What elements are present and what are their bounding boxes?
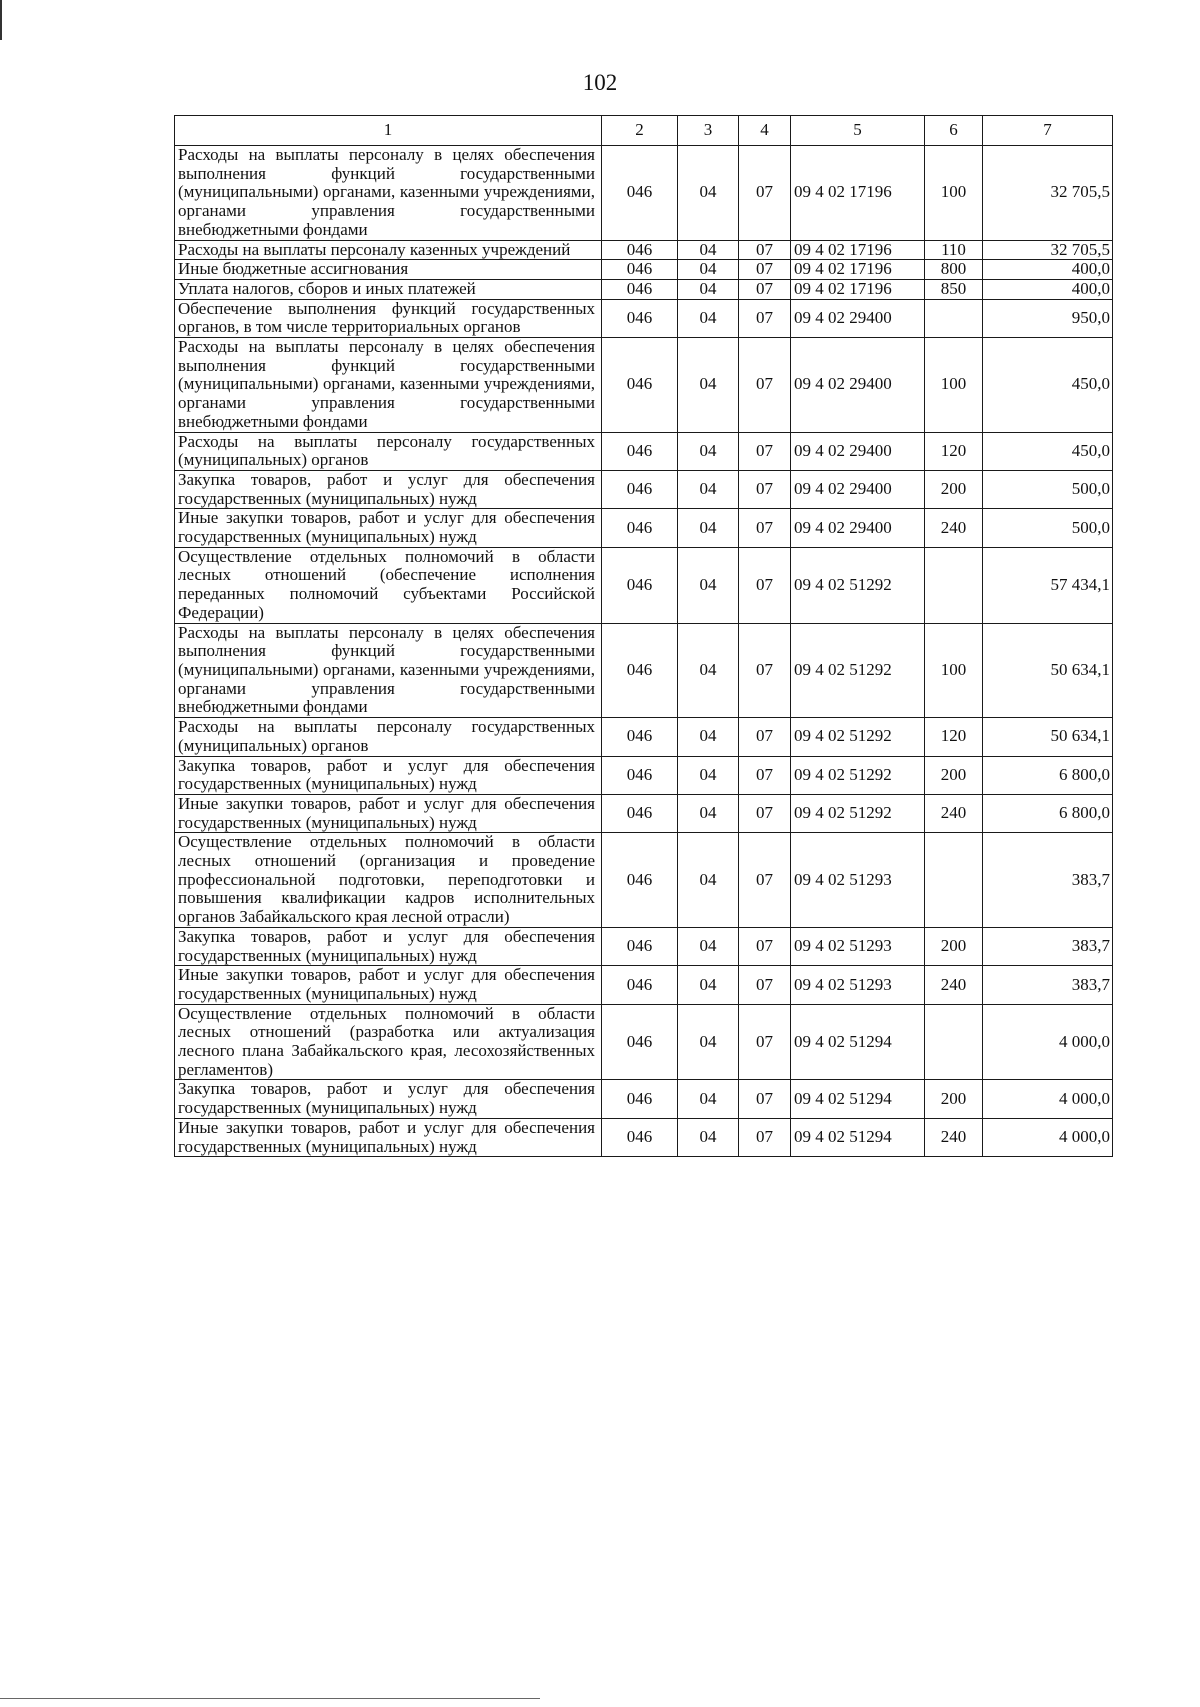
cell-amount: 400,0	[983, 260, 1113, 280]
cell-expense-type-code	[925, 299, 983, 337]
cell-section-code: 04	[678, 756, 739, 794]
table-row	[175, 509, 1113, 547]
cell-ministry-code: 046	[602, 260, 678, 280]
table-header-row	[175, 116, 1113, 146]
cell-target-code: 09 4 02 51292	[791, 756, 925, 794]
cell-name: Иные бюджетные ассигнования	[175, 260, 602, 280]
cell-ministry-code: 046	[602, 547, 678, 623]
cell-section-code: 04	[678, 146, 739, 241]
cell-ministry-code: 046	[602, 240, 678, 260]
cell-name: Расходы на выплаты персоналу в целях обеспечения выполнения функций государственными (муниципальными) органами, казенными учреждениями, органами управления государственными внебюджетными фондами	[175, 146, 602, 241]
cell-target-code: 09 4 02 29400	[791, 509, 925, 547]
table-row	[175, 547, 1113, 623]
cell-name: Обеспечение выполнения функций государственных органов, в том числе территориальных органов	[175, 299, 602, 337]
table-row	[175, 1118, 1113, 1156]
table-row	[175, 279, 1113, 299]
cell-subsection-code: 07	[739, 966, 791, 1004]
cell-ministry-code: 046	[602, 432, 678, 470]
cell-name: Закупка товаров, работ и услуг для обеспечения государственных (муниципальных) нужд	[175, 756, 602, 794]
cell-amount: 32 705,5	[983, 240, 1113, 260]
cell-target-code: 09 4 02 29400	[791, 470, 925, 508]
cell-ministry-code: 046	[602, 146, 678, 241]
cell-ministry-code: 046	[602, 718, 678, 756]
cell-target-code: 09 4 02 51292	[791, 794, 925, 832]
cell-subsection-code: 07	[739, 279, 791, 299]
cell-ministry-code: 046	[602, 833, 678, 928]
cell-expense-type-code: 100	[925, 146, 983, 241]
cell-target-code: 09 4 02 51293	[791, 966, 925, 1004]
cell-name: Иные закупки товаров, работ и услуг для обеспечения государственных (муниципальных) нужд	[175, 509, 602, 547]
cell-subsection-code: 07	[739, 432, 791, 470]
cell-section-code: 04	[678, 470, 739, 508]
table-row	[175, 470, 1113, 508]
cell-name: Закупка товаров, работ и услуг для обеспечения государственных (муниципальных) нужд	[175, 927, 602, 965]
table-row	[175, 623, 1113, 718]
header-col-3: 3	[678, 116, 739, 146]
cell-expense-type-code: 120	[925, 718, 983, 756]
header-col-2: 2	[602, 116, 678, 146]
table-row	[175, 260, 1113, 280]
cell-amount: 4 000,0	[983, 1118, 1113, 1156]
cell-amount: 383,7	[983, 833, 1113, 928]
table-row	[175, 240, 1113, 260]
cell-target-code: 09 4 02 17196	[791, 260, 925, 280]
cell-ministry-code: 046	[602, 509, 678, 547]
cell-ministry-code: 046	[602, 1004, 678, 1080]
cell-target-code: 09 4 02 51292	[791, 623, 925, 718]
cell-ministry-code: 046	[602, 279, 678, 299]
cell-expense-type-code	[925, 1004, 983, 1080]
table-row	[175, 1080, 1113, 1118]
cell-amount: 50 634,1	[983, 718, 1113, 756]
cell-target-code: 09 4 02 29400	[791, 299, 925, 337]
cell-expense-type-code	[925, 833, 983, 928]
cell-ministry-code: 046	[602, 299, 678, 337]
table-row	[175, 146, 1113, 241]
cell-section-code: 04	[678, 260, 739, 280]
cell-subsection-code: 07	[739, 338, 791, 433]
cell-expense-type-code: 240	[925, 794, 983, 832]
cell-section-code: 04	[678, 1004, 739, 1080]
cell-subsection-code: 07	[739, 146, 791, 241]
table-row	[175, 338, 1113, 433]
cell-amount: 6 800,0	[983, 794, 1113, 832]
cell-ministry-code: 046	[602, 623, 678, 718]
cell-name: Расходы на выплаты персоналу в целях обеспечения выполнения функций государственными (муниципальными) органами, казенными учреждениями, органами управления государственными внебюджетными фондами	[175, 338, 602, 433]
cell-subsection-code: 07	[739, 1004, 791, 1080]
header-col-5: 5	[791, 116, 925, 146]
table-row	[175, 927, 1113, 965]
cell-amount: 383,7	[983, 927, 1113, 965]
cell-name: Закупка товаров, работ и услуг для обеспечения государственных (муниципальных) нужд	[175, 1080, 602, 1118]
cell-amount: 400,0	[983, 279, 1113, 299]
cell-section-code: 04	[678, 623, 739, 718]
cell-expense-type-code: 120	[925, 432, 983, 470]
scan-edge-mark-left	[0, 0, 2, 40]
cell-ministry-code: 046	[602, 1118, 678, 1156]
cell-expense-type-code: 240	[925, 966, 983, 1004]
cell-section-code: 04	[678, 833, 739, 928]
cell-expense-type-code: 850	[925, 279, 983, 299]
cell-ministry-code: 046	[602, 338, 678, 433]
cell-subsection-code: 07	[739, 1080, 791, 1118]
cell-subsection-code: 07	[739, 718, 791, 756]
cell-name: Расходы на выплаты персоналу государственных (муниципальных) органов	[175, 718, 602, 756]
cell-target-code: 09 4 02 17196	[791, 279, 925, 299]
cell-name: Расходы на выплаты персоналу в целях обеспечения выполнения функций государственными (муниципальными) органами, казенными учреждениями, органами управления государственными внебюджетными фондами	[175, 623, 602, 718]
cell-section-code: 04	[678, 509, 739, 547]
cell-subsection-code: 07	[739, 794, 791, 832]
cell-section-code: 04	[678, 338, 739, 433]
cell-name: Иные закупки товаров, работ и услуг для обеспечения государственных (муниципальных) нужд	[175, 794, 602, 832]
cell-section-code: 04	[678, 1118, 739, 1156]
cell-target-code: 09 4 02 51292	[791, 718, 925, 756]
cell-amount: 50 634,1	[983, 623, 1113, 718]
cell-section-code: 04	[678, 547, 739, 623]
cell-amount: 383,7	[983, 966, 1113, 1004]
cell-ministry-code: 046	[602, 756, 678, 794]
cell-section-code: 04	[678, 432, 739, 470]
budget-table	[174, 115, 1113, 1157]
cell-section-code: 04	[678, 299, 739, 337]
cell-expense-type-code: 240	[925, 1118, 983, 1156]
cell-target-code: 09 4 02 17196	[791, 146, 925, 241]
cell-target-code: 09 4 02 17196	[791, 240, 925, 260]
cell-expense-type-code: 200	[925, 470, 983, 508]
cell-expense-type-code: 800	[925, 260, 983, 280]
cell-section-code: 04	[678, 794, 739, 832]
cell-amount: 4 000,0	[983, 1080, 1113, 1118]
table-row	[175, 432, 1113, 470]
cell-expense-type-code: 110	[925, 240, 983, 260]
cell-ministry-code: 046	[602, 966, 678, 1004]
cell-target-code: 09 4 02 51294	[791, 1080, 925, 1118]
table-body	[175, 146, 1113, 1157]
cell-name: Расходы на выплаты персоналу казенных учреждений	[175, 240, 602, 260]
cell-name: Расходы на выплаты персоналу государственных (муниципальных) органов	[175, 432, 602, 470]
header-col-4: 4	[739, 116, 791, 146]
cell-target-code: 09 4 02 29400	[791, 432, 925, 470]
table-row	[175, 794, 1113, 832]
cell-subsection-code: 07	[739, 260, 791, 280]
cell-target-code: 09 4 02 51293	[791, 833, 925, 928]
cell-amount: 4 000,0	[983, 1004, 1113, 1080]
cell-expense-type-code: 240	[925, 509, 983, 547]
cell-amount: 450,0	[983, 338, 1113, 433]
cell-amount: 500,0	[983, 470, 1113, 508]
header-col-6: 6	[925, 116, 983, 146]
scan-edge-mark-bottom	[0, 1698, 540, 1699]
cell-name: Осуществление отдельных полномочий в области лесных отношений (организация и проведение профессиональной подготовки, переподготовки и повышения квалификации кадров исполнительных органов Забайкальского края лесной отрасли)	[175, 833, 602, 928]
cell-subsection-code: 07	[739, 547, 791, 623]
cell-subsection-code: 07	[739, 833, 791, 928]
table-row	[175, 299, 1113, 337]
cell-expense-type-code: 200	[925, 756, 983, 794]
page-number: 102	[582, 70, 618, 95]
cell-subsection-code: 07	[739, 470, 791, 508]
cell-target-code: 09 4 02 51294	[791, 1004, 925, 1080]
cell-subsection-code: 07	[739, 240, 791, 260]
cell-expense-type-code: 100	[925, 338, 983, 433]
cell-section-code: 04	[678, 966, 739, 1004]
header-col-1: 1	[175, 116, 602, 146]
cell-target-code: 09 4 02 51292	[791, 547, 925, 623]
cell-name: Иные закупки товаров, работ и услуг для обеспечения государственных (муниципальных) нужд	[175, 966, 602, 1004]
cell-ministry-code: 046	[602, 470, 678, 508]
cell-expense-type-code: 200	[925, 927, 983, 965]
table-row	[175, 718, 1113, 756]
cell-subsection-code: 07	[739, 299, 791, 337]
cell-subsection-code: 07	[739, 927, 791, 965]
cell-section-code: 04	[678, 279, 739, 299]
cell-expense-type-code: 200	[925, 1080, 983, 1118]
cell-section-code: 04	[678, 718, 739, 756]
cell-amount: 450,0	[983, 432, 1113, 470]
table-row	[175, 1004, 1113, 1080]
cell-amount: 500,0	[983, 509, 1113, 547]
cell-name: Осуществление отдельных полномочий в области лесных отношений (разработка или актуализация лесного плана Забайкальского края, лесохозяйственных регламентов)	[175, 1004, 602, 1080]
cell-section-code: 04	[678, 240, 739, 260]
cell-amount: 57 434,1	[983, 547, 1113, 623]
table-row	[175, 833, 1113, 928]
cell-ministry-code: 046	[602, 1080, 678, 1118]
cell-subsection-code: 07	[739, 1118, 791, 1156]
cell-subsection-code: 07	[739, 623, 791, 718]
cell-name: Осуществление отдельных полномочий в области лесных отношений (обеспечение исполнения переданных полномочий субъектами Российской Федерации)	[175, 547, 602, 623]
cell-target-code: 09 4 02 29400	[791, 338, 925, 433]
cell-section-code: 04	[678, 927, 739, 965]
cell-subsection-code: 07	[739, 756, 791, 794]
table-row	[175, 966, 1113, 1004]
cell-target-code: 09 4 02 51293	[791, 927, 925, 965]
cell-ministry-code: 046	[602, 794, 678, 832]
cell-amount: 950,0	[983, 299, 1113, 337]
cell-name: Иные закупки товаров, работ и услуг для обеспечения государственных (муниципальных) нужд	[175, 1118, 602, 1156]
cell-subsection-code: 07	[739, 509, 791, 547]
cell-section-code: 04	[678, 1080, 739, 1118]
cell-amount: 6 800,0	[983, 756, 1113, 794]
cell-name: Закупка товаров, работ и услуг для обеспечения государственных (муниципальных) нужд	[175, 470, 602, 508]
cell-expense-type-code: 100	[925, 623, 983, 718]
cell-expense-type-code	[925, 547, 983, 623]
cell-amount: 32 705,5	[983, 146, 1113, 241]
table-row	[175, 756, 1113, 794]
cell-target-code: 09 4 02 51294	[791, 1118, 925, 1156]
cell-name: Уплата налогов, сборов и иных платежей	[175, 279, 602, 299]
cell-ministry-code: 046	[602, 927, 678, 965]
header-col-7: 7	[983, 116, 1113, 146]
